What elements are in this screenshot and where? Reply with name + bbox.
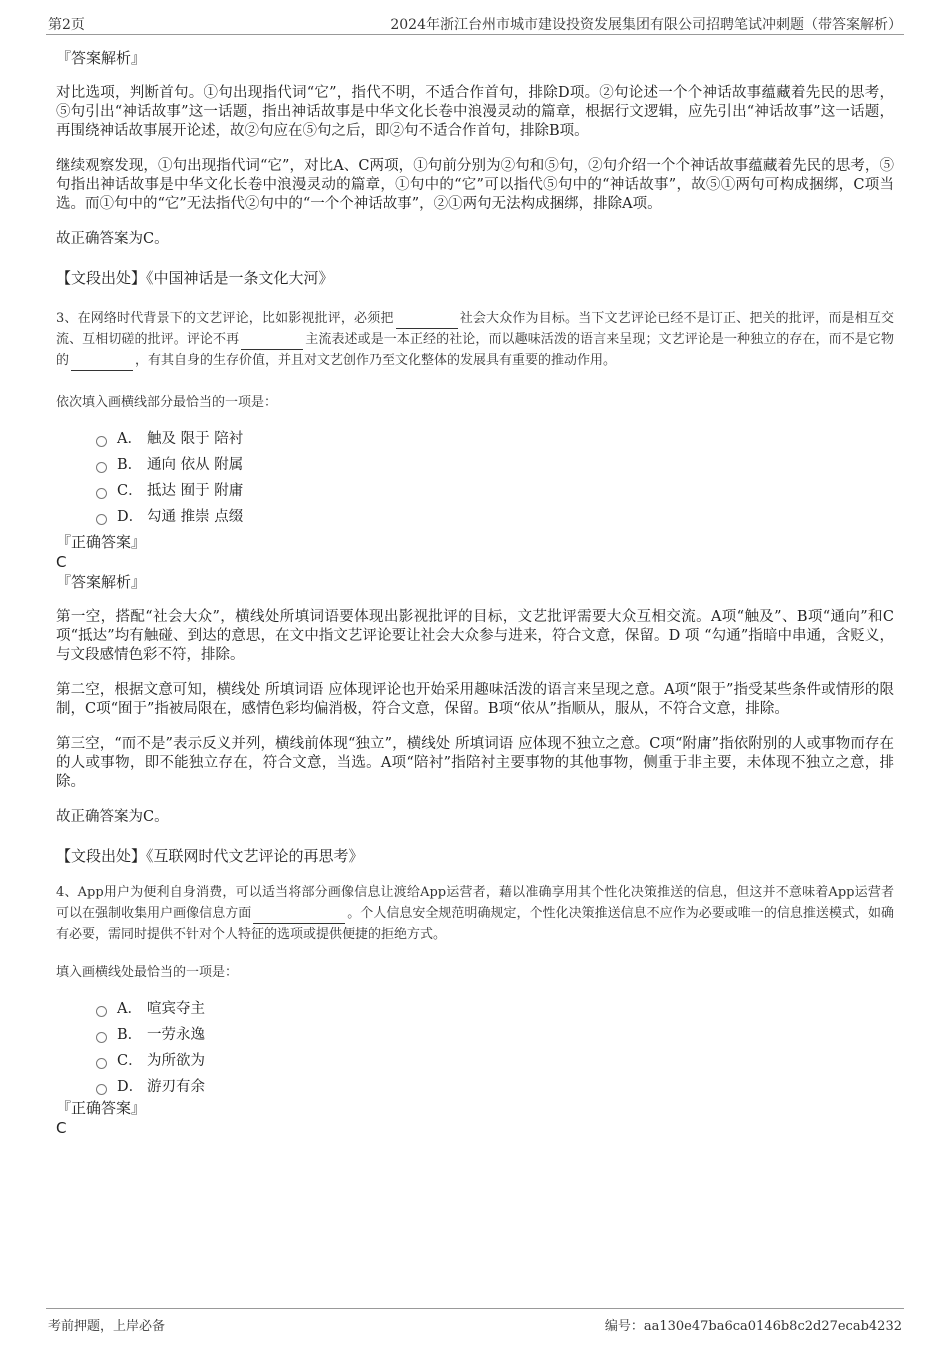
option-d[interactable]: D． 游刃有余 bbox=[96, 1072, 894, 1098]
radio-icon[interactable] bbox=[96, 1084, 107, 1095]
question-4-text: 4、App用户为便利自身消费，可以适当将部分画像信息让渡给App运营者，藉以准确享用其个性化决策推送的信息，但这并不意味着App运营者可以在强制收集用户画像信息方面 。个人信息安全规范明确规定，个性化决策推送信息不应作为必要或唯一的信息推送模式，如确有必要，需同时提供不针对个人特征的选项或提供便捷的拒绝方式。 bbox=[56, 885, 894, 942]
radio-icon[interactable] bbox=[96, 1006, 107, 1017]
document-title: 2024年浙江台州市城市建设投资发展集团有限公司招聘笔试冲刺题（带答案解析） bbox=[390, 17, 902, 33]
radio-icon[interactable] bbox=[96, 436, 107, 447]
blank-line bbox=[71, 356, 133, 371]
document-id: 编号：aa130e47ba6ca0146b8c2d27ecab4232 bbox=[604, 1319, 902, 1334]
analysis-label: 『答案解析』 bbox=[56, 573, 147, 591]
analysis-paragraph: 第二空，根据文意可知，横线处 所填词语 应体现评论也开始采用趣味活泼的语言来呈现之意。A项“限于”指受某些条件或情形的限制，C项“囿于”指被局限在，感情色彩均偏消极，符合文意，保留。B项“依从”指顺从，服从，不符合文意，排除。 bbox=[56, 682, 894, 717]
footer-slogan: 考前押题，上岸必备 bbox=[48, 1319, 166, 1334]
option-d[interactable]: D． 勾通 推崇 点缀 bbox=[96, 502, 894, 528]
analysis-paragraph: 第三空，“而不是”表示反义并列，横线前体现“独立”，横线处 所填词语 应体现不独立之意。C项“附庸”指依附别的人或事物而存在的人或事物，即不能独立存在，符合文意，当选。A项“陪衬”指陪衬主要事物的其他事物，侧重于非主要，未体现不独立之意，排除。 bbox=[56, 736, 894, 790]
correct-answer-label: 『正确答案』 bbox=[56, 1099, 147, 1117]
correct-answer-label: 『正确答案』 bbox=[56, 533, 147, 551]
question-3-prompt: 依次填入画横线部分最恰当的一项是： bbox=[56, 395, 278, 410]
radio-icon[interactable] bbox=[96, 514, 107, 525]
option-c[interactable]: C． 抵达 囿于 附庸 bbox=[96, 476, 894, 502]
passage-source: 【文段出处】《中国神话是一条文化大河》 bbox=[56, 269, 334, 287]
option-b[interactable]: B． 一劳永逸 bbox=[96, 1020, 894, 1046]
analysis-paragraph: 继续观察发现，①句出现指代词“它”，对比A、C两项，①句前分别为②句和⑤句，②句介绍一个个神话故事蕴藏着先民的思考，⑤句指出神话故事是中华文化长卷中浪漫灵动的篇章，①句中的“它”可以指代⑤句中的“神话故事”，故⑤①两句可构成捆绑，C项当选。而①句中的“它”无法指代②句中的“一个个神话故事”，②①两句无法构成捆绑，排除A项。 bbox=[56, 158, 894, 212]
radio-icon[interactable] bbox=[96, 462, 107, 473]
option-a[interactable]: A． 喧宾夺主 bbox=[96, 994, 894, 1020]
analysis-paragraph: 第一空，搭配“社会大众”，横线处所填词语要体现出影视批评的目标，文艺批评需要大众互相交流。A项“触及”、B项“通向”和C项“抵达”均有触碰、到达的意思，在文中指文艺评论要让社会大众参与进来，符合文意，保留。D 项 “勾通”指暗中串通，含贬义，与文段感情色彩不符，排除。 bbox=[56, 609, 894, 663]
correct-answer: C bbox=[56, 1119, 67, 1137]
radio-icon[interactable] bbox=[96, 1032, 107, 1043]
passage-source: 【文段出处】《互联网时代文艺评论的再思考》 bbox=[56, 847, 364, 865]
correct-answer: C bbox=[56, 553, 67, 571]
blank-line bbox=[241, 335, 303, 350]
option-a[interactable]: A． 触及 限于 陪衬 bbox=[96, 424, 894, 450]
page-footer bbox=[46, 1308, 904, 1333]
analysis-label: 『答案解析』 bbox=[56, 49, 147, 67]
blank-line bbox=[253, 909, 345, 924]
page-header bbox=[46, 12, 904, 35]
radio-icon[interactable] bbox=[96, 1058, 107, 1069]
page-number: 第2页 bbox=[48, 17, 85, 33]
radio-icon[interactable] bbox=[96, 488, 107, 499]
blank-line bbox=[396, 314, 458, 329]
option-b[interactable]: B． 通向 依从 附属 bbox=[96, 450, 894, 476]
analysis-paragraph: 对比选项，判断首句。①句出现指代词“它”，指代不明，不适合作首句，排除D项。②句论述一个个神话故事蕴藏着先民的思考，⑤句引出“神话故事”这一话题，指出神话故事是中华文化长卷中浪漫灵动的篇章，根据行文逻辑，应先引出“神话故事”这一话题，再围绕神话故事展开论述，故②句应在⑤句之后，即②句不适合作首句，排除B项。 bbox=[56, 85, 894, 139]
page-content bbox=[56, 44, 894, 1138]
analysis-conclusion: 故正确答案为C。 bbox=[56, 809, 169, 825]
question-3-options bbox=[96, 424, 894, 528]
question-4-prompt: 填入画横线处最恰当的一项是： bbox=[56, 965, 239, 980]
question-3-text: 3、在网络时代背景下的文艺评论，比如影视批评，必须把 社会大众作为目标。当下文艺评论已经不是订正、把关的批评，而是相互交流、互相切磋的批评。评论不再 主流表述或是一本正经的社论，而以趣味活泼的语言来呈现；文艺评论是一种独立的存在，而不是它物的 ，有其自身的生存价值，并且对文艺创作乃至文化整体的发展具有重要的推动作用。 bbox=[56, 308, 894, 371]
option-c[interactable]: C． 为所欲为 bbox=[96, 1046, 894, 1072]
question-4-options bbox=[96, 994, 894, 1098]
analysis-conclusion: 故正确答案为C。 bbox=[56, 231, 169, 247]
